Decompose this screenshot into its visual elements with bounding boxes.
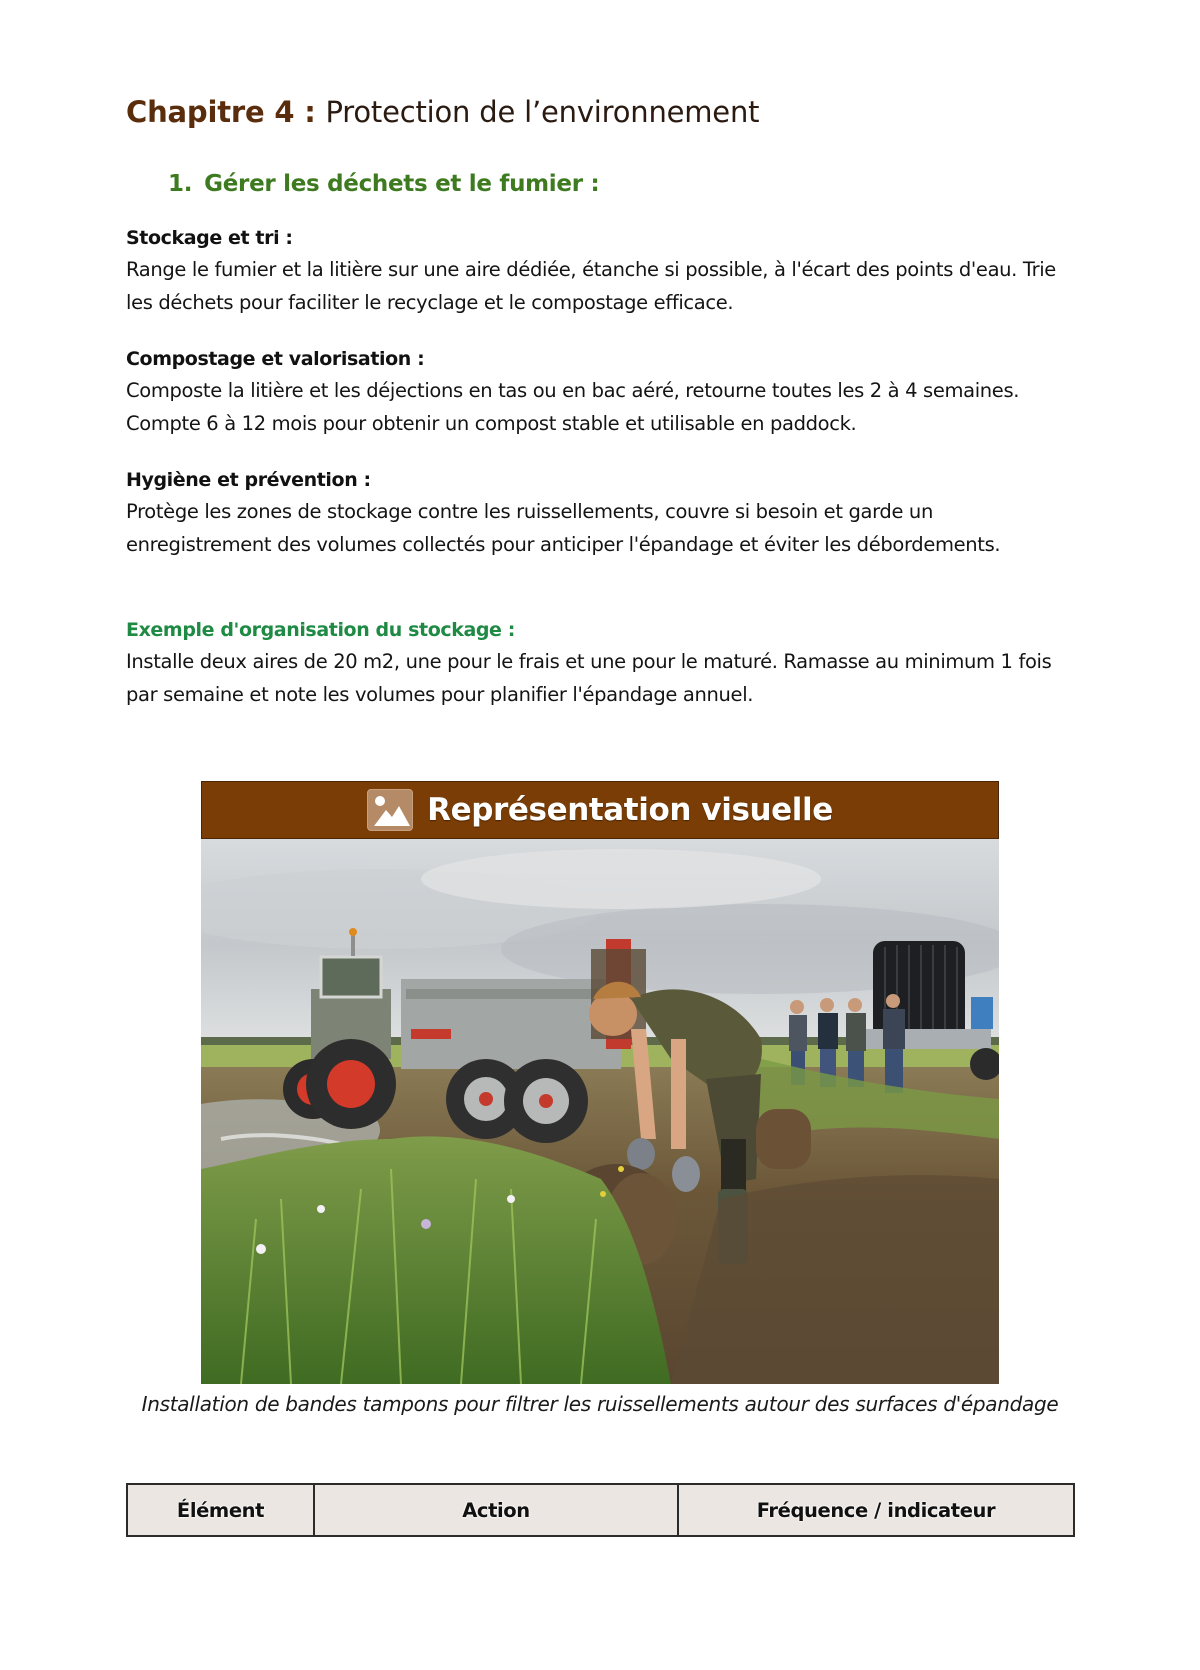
column-header-action: Action (315, 1485, 679, 1535)
section-title (168, 168, 599, 200)
field-photo (201, 839, 999, 1384)
block-heading: Hygiène et prévention : (126, 469, 371, 491)
chapter-number: Chapitre 4 : (126, 95, 316, 129)
image-icon (367, 789, 413, 831)
block-text: Range le fumier et la litière sur une aire dédiée, étanche si possible, à l'écart des points d'eau. Trie les déchets pour faciliter le recyclage et le compostage efficace. (126, 258, 1056, 314)
data-table-header (126, 1483, 1075, 1537)
figure-caption: Installation de bandes tampons pour filtrer les ruissellements autour des surfaces d'épandage (141, 1392, 1059, 1416)
section-name: Gérer les déchets et le fumier : (204, 171, 600, 197)
visual-figure (201, 781, 999, 1384)
column-header-element: Élément (128, 1485, 315, 1535)
block-heading: Compostage et valorisation : (126, 348, 425, 370)
block-stockage (126, 222, 1066, 319)
block-text: Protège les zones de stockage contre les ruissellements, couvre si besoin et garde un enregistrement des volumes collectés pour anticiper l'épandage et éviter les débordements. (126, 500, 1001, 556)
section-number: 1. (168, 171, 193, 197)
example-heading: Exemple d'organisation du stockage : (126, 619, 515, 641)
block-text: Composte la litière et les déjections en tas ou en bac aéré, retourne toutes les 2 à 4 semaines. Compte 6 à 12 mois pour obtenir un compost stable et utilisable en paddock. (126, 379, 1020, 435)
figure-header-title: Représentation visuelle (427, 792, 833, 828)
chapter-name: Protection de l’environnement (325, 95, 760, 129)
column-header-frequence: Fréquence / indicateur (756, 1498, 996, 1522)
block-hygiene (126, 464, 1066, 561)
block-heading: Stockage et tri : (126, 227, 293, 249)
chapter-title (126, 92, 759, 132)
block-exemple (126, 614, 1066, 711)
figure-header (201, 781, 999, 839)
block-text: Installe deux aires de 20 m2, une pour le frais et une pour le maturé. Ramasse au minimum 1 fois par semaine et note les volumes pour planifier l'épandage annuel. (126, 650, 1052, 706)
block-compostage (126, 343, 1066, 440)
